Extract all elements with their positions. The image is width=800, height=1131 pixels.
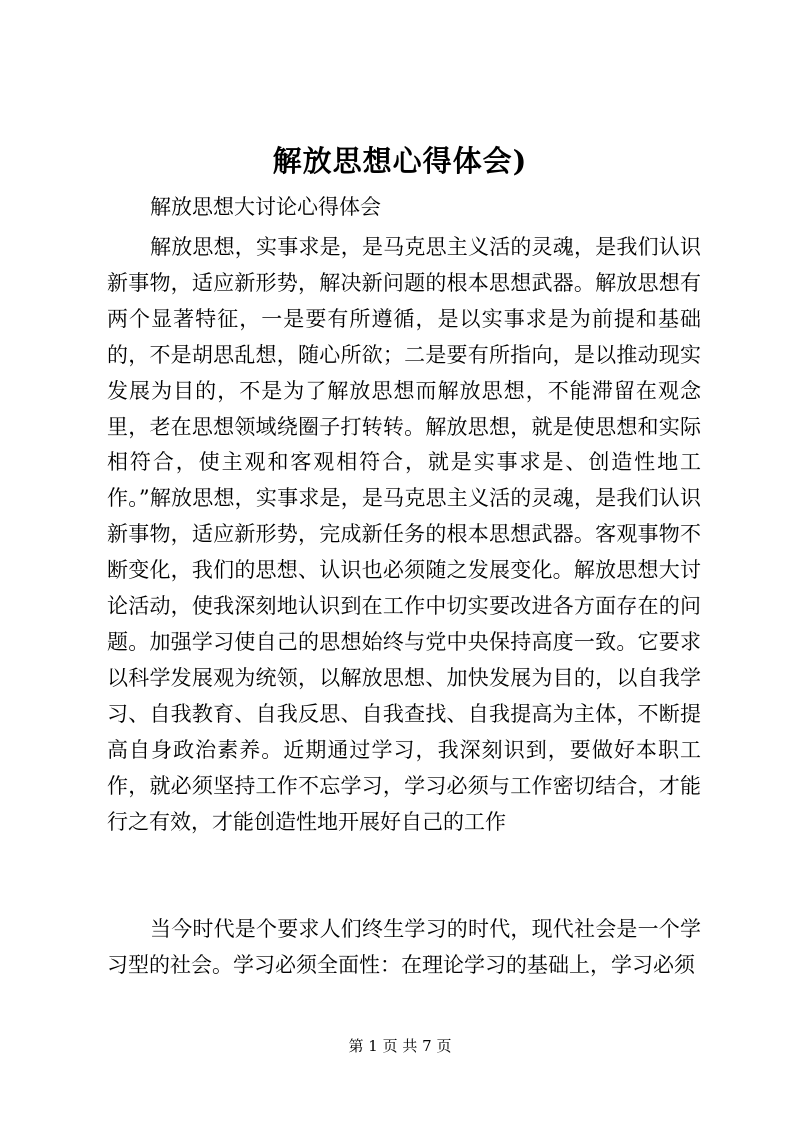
document-title: 解放思想心得体会): [272, 144, 528, 178]
document-subtitle: 解放思想大讨论心得体会: [150, 195, 381, 219]
paragraph-1: 解放思想，实事求是，是马克思主义活的灵魂，是我们认识新事物，适应新形势，解决新问题的根本思想武器。解放思想有两个显著特征，一是要有所遵循，是以实事求是为前提和基础的，不是胡思乱想，随心所欲；二是要有所指向，是以推动现实发展为目的，不是为了解放思想而解放思想，不能滞留在观念里，老在思想领域绕圈子打转转。解放思想，就是使思想和实际相符合，使主观和客观相符合，就是实事求是、创造性地工作。”解放思想，实事求是，是马克思主义活的灵魂，是我们认识新事物，适应新形势，完成新任务的根本思想武器。客观事物不断变化，我们的思想、认识也必须随之发展变化。解放思想大讨论活动，使我深刻地认识到在工作中切实要改进各方面存在的问题。加强学习使自己的思想始终与党中央保持高度一致。它要求以科学发展观为统领，以解放思想、加快发展为目的，以自我学习、自我教育、自我反思、自我查找、自我提高为主体，不断提高自身政治素养。近期通过学习，我深刻识到，要做好本职工作，就必须坚持工作不忘学习，学习必须与工作密切结合，才能行之有效，才能创造性地开展好自己的工作: [107, 235, 701, 834]
page-footer: 第 1 页 共 7 页: [348, 1037, 452, 1055]
paragraph-2: 当今时代是个要求人们终生学习的时代，现代社会是一个学习型的社会。学习必须全面性：在理论学习的基础上，学习必须: [107, 917, 701, 977]
